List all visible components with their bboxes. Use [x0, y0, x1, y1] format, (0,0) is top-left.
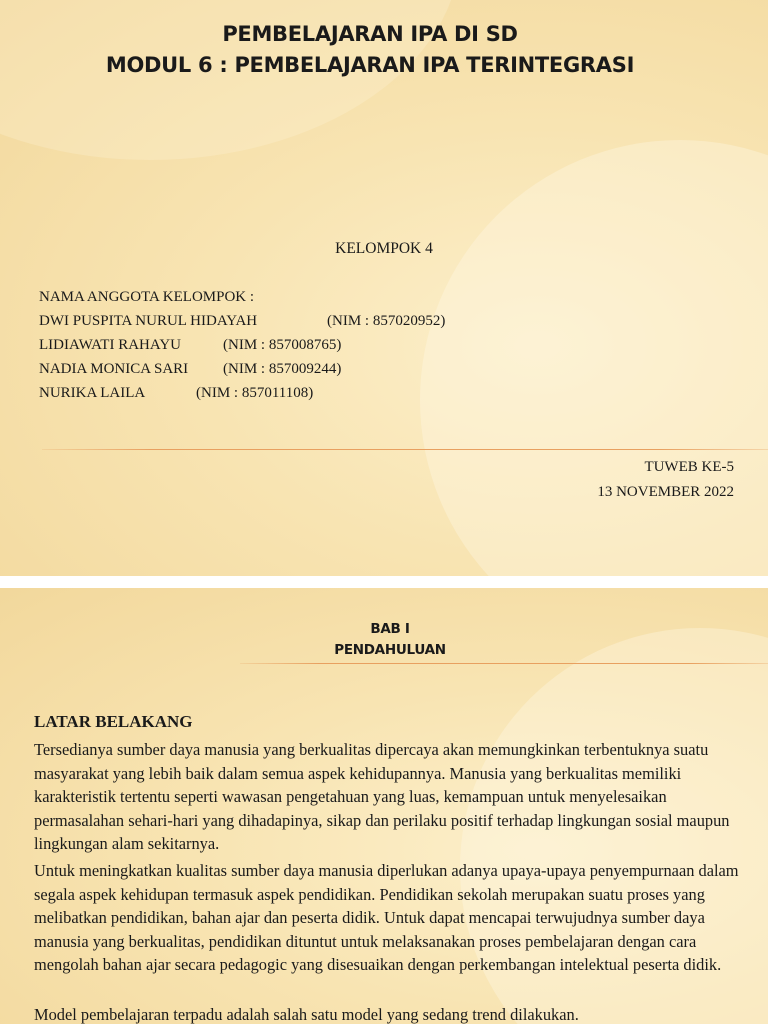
slide-title-line1: PEMBELAJARAN IPA DI SD	[222, 22, 518, 46]
member-nim: (NIM : 857009244)	[223, 361, 342, 377]
members-heading: NAMA ANGGOTA KELOMPOK :	[39, 289, 255, 305]
divider-line	[240, 663, 768, 664]
divider-line	[42, 449, 768, 450]
content-slide	[0, 588, 768, 1024]
member-name: NURIKA LAILA	[39, 385, 146, 401]
member-nim: (NIM : 857020952)	[327, 313, 446, 329]
member-nim: (NIM : 857011108)	[196, 385, 314, 401]
paragraph: Tersedianya sumber daya manusia yang berkualitas dipercaya akan memungkinkan terbentuknya suatu masyarakat yang lebih baik dalam semua aspek kehidupannya. Manusia yang berkualitas memiliki karakteristik tertentu seperti wawasan pengetahuan yang luas, kemampuan untuk menyelesaikan permasalahan sehari-hari yang dihadapinya, sikap dan perilaku positif terhadap lingkungan sosial maupun lingkungan alam sekitarnya.	[34, 740, 730, 853]
chapter-number: BAB I	[370, 621, 410, 637]
paragraph: Model pembelajaran terpadu adalah salah satu model yang sedang trend dilakukan.	[34, 1005, 579, 1024]
member-name: LIDIAWATI RAHAYU	[39, 337, 181, 353]
background-swoosh	[420, 140, 768, 576]
paragraph: Untuk meningkatkan kualitas sumber daya manusia diperlukan adanya upaya-upaya penyempurnaan dalam segala aspek kehidupan termasuk aspek pendidikan. Pendidikan sekolah merupakan suatu proses yang melibatkan pendidikan, bahan ajar dan peserta didik. Untuk dapat mencapai terwujudnya sumber daya manusia yang berkualitas, pendidikan dituntut untuk melaksanakan proses pembelajaran dengan cara mengolah bahan ajar secara pedagogic yang disesuaikan dengan perkembangan intelektual peserta didik.	[34, 861, 739, 974]
section-heading: LATAR BELAKANG	[34, 712, 193, 731]
session-label: TUWEB KE-5	[644, 459, 734, 475]
group-label: KELOMPOK 4	[335, 240, 433, 257]
member-name: DWI PUSPITA NURUL HIDAYAH	[39, 313, 258, 329]
slide-title-line2: MODUL 6 : PEMBELAJARAN IPA TERINTEGRASI	[105, 53, 635, 77]
member-name: NADIA MONICA SARI	[39, 361, 189, 377]
member-nim: (NIM : 857008765)	[223, 337, 342, 353]
chapter-title: PENDAHULUAN	[334, 642, 446, 658]
date-label: 13 NOVEMBER 2022	[597, 484, 734, 500]
